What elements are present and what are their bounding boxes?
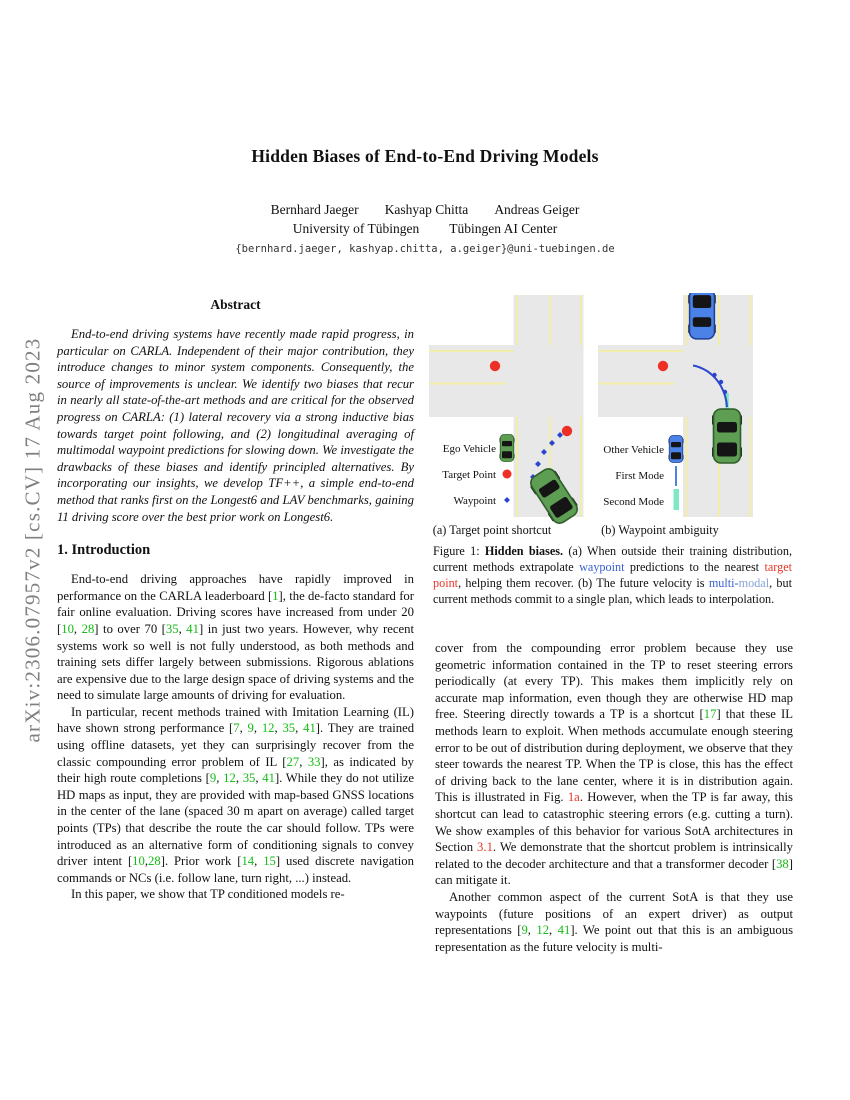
intro-paragraph-2: In particular, recent methods trained with Imitation Learning (IL) have shown strong performance [7, 9, 12, 35, 41]. They are trained using offline datasets, yet they can surprisingly recover from the classic compounding error problem of IL [27, 33], as indicated by their high route completions [9, 12, 35, 41]. While they do not utilize HD maps as input, they are provided with map-based GNSS locations in the center of the lane (spaced 30 m apart on average) called target points (TPs) that describe the route the car should follow. TPs were introduced as an alternative form of conditioning signals to convey driver intent [10,28]. Prior work [14, 15] used discrete navigation commands or NCs (i.e. follow lane, turn right, ...) instead.	[57, 704, 415, 885]
legend-label-other-vehicle: Other Vehicle	[603, 444, 664, 456]
affiliations-row	[0, 221, 850, 237]
right-column	[435, 640, 793, 955]
subcaption-b: (b) Waypoint ambiguity	[601, 523, 719, 537]
ego-vehicle	[712, 409, 742, 463]
waypoint-icon	[504, 497, 510, 503]
other-vehicle	[688, 293, 716, 339]
figure-1-caption: Figure 1: Hidden biases. (a) When outside their training distribution, current methods extrapolate waypoint predictions to the nearest target point, helping them recover. (b) The future velocity is multi-modal, but current methods commit to a single plan, which leads to interpolation.	[433, 544, 792, 606]
arxiv-stamp: arXiv:2306.07957v2 [cs.CV] 17 Aug 2023	[20, 337, 45, 743]
section-heading-introduction: 1. Introduction	[57, 542, 151, 559]
target-point-dot	[562, 426, 572, 436]
intro-paragraph-3: In this paper, we show that TP conditioned models re-	[71, 887, 345, 902]
second-mode-icon	[674, 489, 680, 510]
legend-label-ego-vehicle: Ego Vehicle	[442, 443, 496, 455]
author-name: Bernhard Jaeger	[270, 202, 359, 217]
other-vehicle-icon	[669, 436, 684, 463]
affiliation: Tübingen AI Center	[449, 221, 558, 236]
legend-panel-b	[603, 436, 683, 511]
abstract-text: End-to-end driving systems have recently made rapid progress, in particular on CARLA. Independent of their major contribution, they introduce changes to minor system components. Consequently, the source of improvements is unclear. We identify two biases that recur in nearly all state-of-the-art methods and are critical for the observed progress on CARLA: (1) lateral recovery via a strong inductive bias towards target point following, and (2) longitudinal averaging of multimodal waypoint predictions for slowing down. We investigate the drawbacks of these biases and identify principled alternatives. By incorporating our insights, we develop TF++, a simple end-to-end method that ranks first on the Longest6 and LAV benchmarks, gaining 11 driving score over the best prior work on Longest6.	[57, 327, 414, 524]
target-point-dot	[658, 361, 668, 371]
legend-label-first-mode: First Mode	[615, 470, 664, 482]
authors-row	[0, 202, 850, 218]
figure-1	[428, 293, 796, 545]
author-emails: {bernhard.jaeger, kashyap.chitta, a.geiger}@uni-tuebingen.de	[235, 243, 615, 255]
intro-paragraph-1: End-to-end driving approaches have rapidly improved in performance on the CARLA leaderboard [1], the de-facto standard for fair online evaluation. Driving scores have increased from under 20 [10, 28] to over 70 [35, 41] in just two years. However, why recent systems work so well is not fully understood, as both methods and training sets differ largely between submissions. Rigorous ablations are expensive due to the large design space of driving systems and the need to simulate large amounts of driving for evaluation.	[57, 572, 414, 703]
affiliation: University of Tübingen	[292, 221, 420, 236]
ego-vehicle-icon	[500, 435, 515, 462]
author-name: Kashyap Chitta	[384, 202, 469, 217]
legend-label-second-mode: Second Mode	[603, 496, 664, 508]
paper-title: Hidden Biases of End-to-End Driving Models	[251, 146, 599, 166]
legend-label-waypoint: Waypoint	[453, 495, 496, 507]
legend-label-target-point: Target Point	[442, 469, 496, 481]
left-column	[57, 297, 414, 903]
abstract-heading: Abstract	[210, 297, 261, 312]
target-point-dot	[490, 361, 500, 371]
legend-panel-a	[442, 435, 514, 508]
subcaption-a: (a) Target point shortcut	[432, 523, 552, 537]
target-point-icon	[503, 470, 512, 479]
author-name: Andreas Geiger	[494, 202, 580, 217]
body-paragraph-continuation: cover from the compounding error problem because they use geometric information contained in the TP to reset steering errors periodically (at every TP). This makes them implicitly rely on accurate map information, even though they are otherwise HD map free. Steering directly towards a TP is a shortcut [17] that these IL methods learn to exploit. When methods accumulate enough steering error to be out of distribution during deployment, we observe that they steer towards the nearest TP. When the TP is close, this has the effect of driving back to the lane center, where it is in distribution again. This is illustrated in Fig. 1a. However, when the TP is far away, this shortcut can lead to catastrophic steering errors (e.g. cutting a turn). We show examples of this behavior for various SotA architectures in Section 3.1. We demonstrate that the shortcut problem is intrinsically related to the decoder architecture and that a transformer decoder [38] can mitigate it.	[435, 641, 794, 888]
body-paragraph: Another common aspect of the current SotA is that they use waypoints (future positions of an expert driver) as output representations [9, 12, 41]. We point out that this is an ambiguous representation as the future velocity is multi-	[435, 889, 794, 954]
